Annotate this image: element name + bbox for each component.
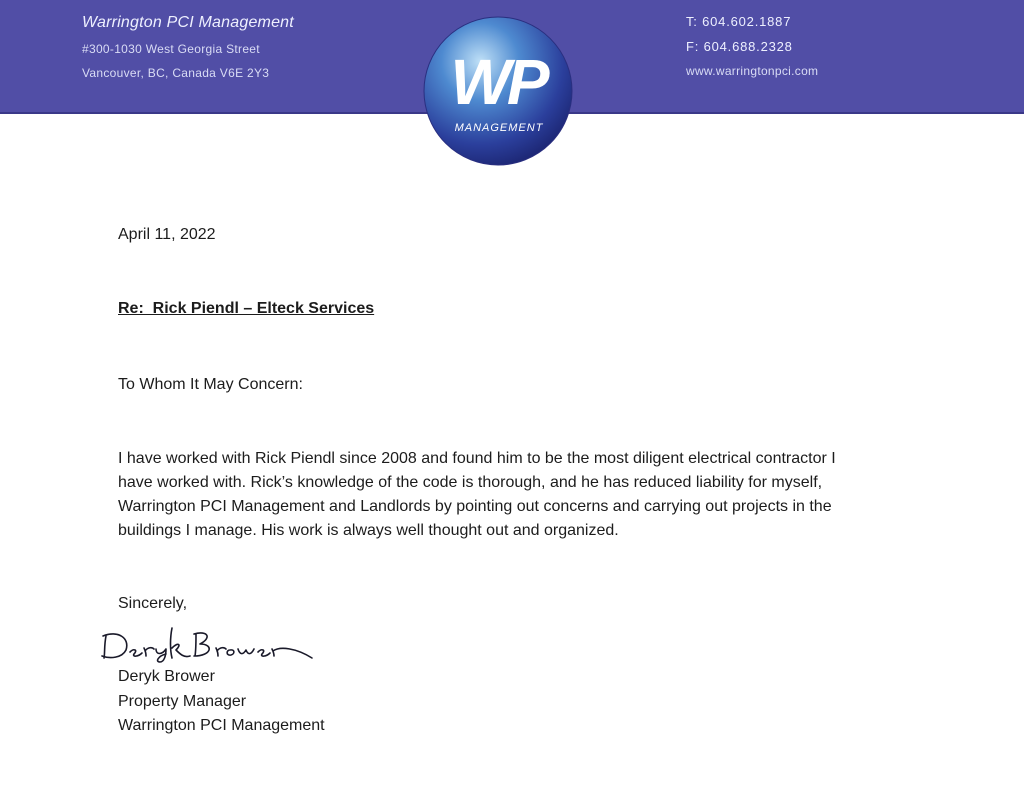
letter-body xyxy=(118,447,908,543)
body-line: I have worked with Rick Piendl since 2008 and found him to be the most diligent electrical contractor I xyxy=(118,450,836,467)
letterhead-address-block xyxy=(82,14,294,90)
letter-subject: Re: Rick Piendl – Elteck Services xyxy=(118,300,375,317)
address-line-2: Vancouver, BC, Canada V6E 2Y3 xyxy=(82,66,270,80)
signer-company: Warrington PCI Management xyxy=(118,717,325,734)
phone-number: T: 604.602.1887 xyxy=(686,14,792,29)
body-line: Warrington PCI Management and Landlords by pointing out concerns and carrying out projects in the xyxy=(118,498,832,515)
body-line: have worked with. Rick’s knowledge of the code is thorough, and he has reduced liability for myself, xyxy=(118,474,823,491)
letter-closing: Sincerely, xyxy=(118,595,188,612)
wp-management-logo xyxy=(423,16,573,166)
logo-initials: WP xyxy=(450,46,546,118)
letter-date: April 11, 2022 xyxy=(118,226,216,243)
company-name: Warrington PCI Management xyxy=(82,14,294,31)
letterhead-contact-block xyxy=(686,14,818,78)
signer-name: Deryk Brower xyxy=(118,668,215,685)
website-url: www.warringtonpci.com xyxy=(686,64,819,78)
logo-subtitle: MANAGEMENT xyxy=(454,122,544,134)
fax-number: F: 604.688.2328 xyxy=(686,39,793,54)
body-line: buildings I manage. His work is always well thought out and organized. xyxy=(118,522,619,539)
handwritten-signature xyxy=(100,622,320,664)
address-line-1: #300-1030 West Georgia Street xyxy=(82,42,260,56)
letter-salutation: To Whom It May Concern: xyxy=(118,376,303,393)
signer-title: Property Manager xyxy=(118,693,247,710)
